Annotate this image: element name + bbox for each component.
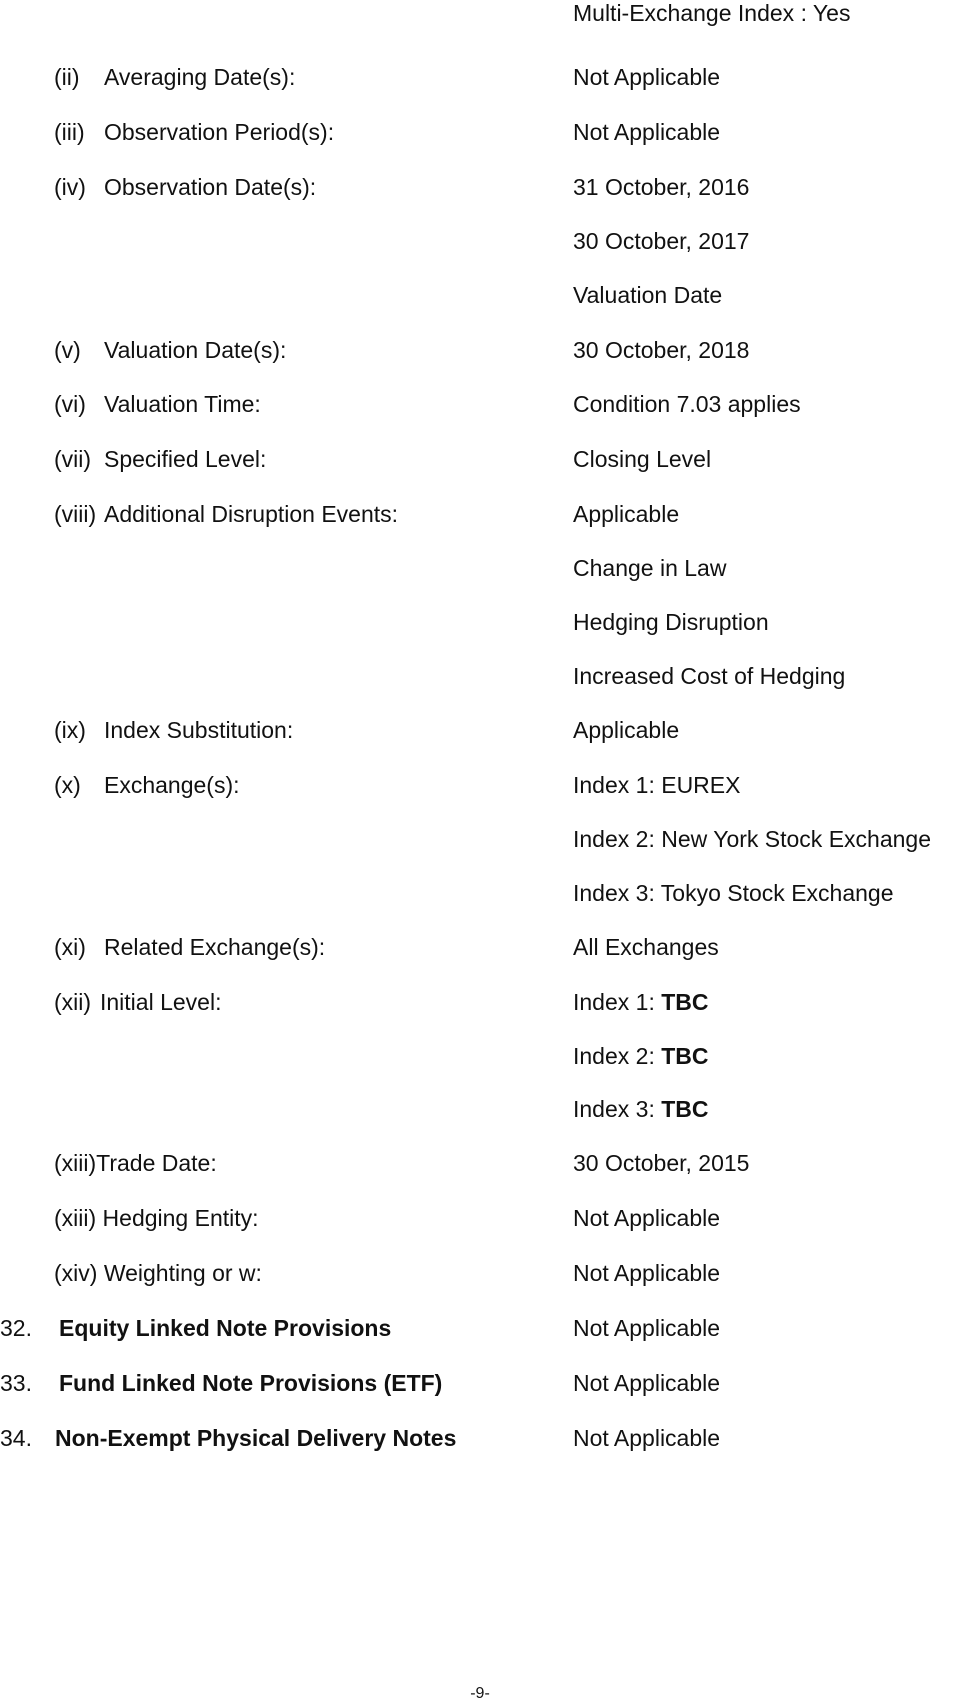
- item-label: Valuation Time:: [104, 391, 261, 417]
- section-title: Fund Linked Note Provisions (ETF): [59, 1370, 443, 1396]
- item-label: Exchange(s):: [104, 772, 240, 798]
- item-number: (ii): [54, 64, 80, 90]
- item-value: Index 1: EUREX: [573, 772, 741, 798]
- item-number: (iii): [54, 119, 85, 145]
- item-value: Change in Law: [573, 555, 727, 581]
- weighting-label: (xiv) Weighting or w:: [54, 1260, 262, 1286]
- tbc-value: TBC: [661, 1096, 709, 1122]
- item-number: (xii): [54, 989, 92, 1015]
- item-value: Index 3: Tokyo Stock Exchange: [573, 880, 894, 906]
- section-title: Equity Linked Note Provisions: [59, 1315, 392, 1341]
- section-number: 34.: [0, 1425, 32, 1451]
- item-value: Increased Cost of Hedging: [573, 663, 846, 689]
- item-label: Additional Disruption Events:: [104, 501, 399, 527]
- tbc-value: TBC: [661, 989, 709, 1015]
- item-value: Not Applicable: [573, 64, 721, 90]
- item-label: Observation Date(s):: [104, 174, 317, 200]
- item-value: Applicable: [573, 501, 680, 527]
- item-label: Specified Level:: [104, 446, 267, 472]
- item-value: 30 October, 2015: [573, 1150, 750, 1176]
- item-value: Hedging Disruption: [573, 609, 769, 635]
- item-number: (iv): [54, 174, 86, 200]
- item-label: Valuation Date(s):: [104, 337, 287, 363]
- item-label: Initial Level:: [100, 989, 222, 1015]
- initial-level-index-1: Index 1: TBC: [573, 989, 709, 1015]
- item-value: Index 2: New York Stock Exchange: [573, 826, 931, 852]
- item-value: Not Applicable: [573, 119, 721, 145]
- item-value: All Exchanges: [573, 934, 719, 960]
- item-value: 30 October, 2018: [573, 337, 750, 363]
- initial-level-index-2: Index 2: TBC: [573, 1043, 709, 1069]
- item-number: (xi): [54, 934, 86, 960]
- page-number: -9-: [470, 1685, 490, 1702]
- item-label: Observation Period(s):: [104, 119, 335, 145]
- initial-level-index-3: Index 3: TBC: [573, 1096, 709, 1122]
- trade-date-label: (xiii)Trade Date:: [54, 1150, 217, 1176]
- item-value: 31 October, 2016: [573, 174, 750, 200]
- item-value: Not Applicable: [573, 1205, 721, 1231]
- item-value: Closing Level: [573, 446, 712, 472]
- section-number: 33.: [0, 1370, 32, 1396]
- item-number: (x): [54, 772, 81, 798]
- item-number: (ix): [54, 717, 86, 743]
- section-number: 32.: [0, 1315, 32, 1341]
- section-value: Not Applicable: [573, 1315, 721, 1341]
- item-value: 30 October, 2017: [573, 228, 750, 254]
- item-value: Not Applicable: [573, 1260, 721, 1286]
- item-number: (viii): [54, 501, 97, 527]
- item-label: Related Exchange(s):: [104, 934, 326, 960]
- multi-exchange-index: Multi-Exchange Index : Yes: [573, 0, 851, 26]
- section-value: Not Applicable: [573, 1425, 721, 1451]
- section-title: Non-Exempt Physical Delivery Notes: [55, 1425, 457, 1451]
- item-number: (vi): [54, 391, 86, 417]
- item-label: Averaging Date(s):: [104, 64, 296, 90]
- tbc-value: TBC: [661, 1043, 709, 1069]
- item-number: (v): [54, 337, 81, 363]
- item-value: Applicable: [573, 717, 680, 743]
- section-value: Not Applicable: [573, 1370, 721, 1396]
- item-value: Valuation Date: [573, 282, 723, 308]
- item-label: Index Substitution:: [104, 717, 294, 743]
- item-number: (vii): [54, 446, 92, 472]
- hedging-entity-label: (xiii) Hedging Entity:: [54, 1205, 259, 1231]
- item-value: Condition 7.03 applies: [573, 391, 801, 417]
